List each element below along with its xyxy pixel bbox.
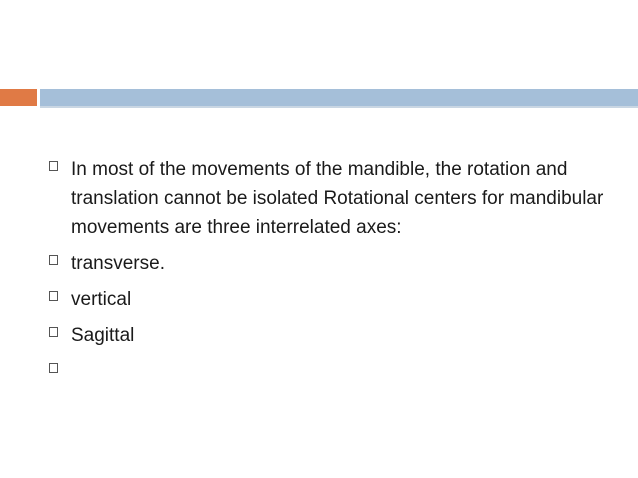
bullet-text: Sagittal (71, 325, 135, 346)
bullet-item (48, 321, 623, 350)
square-bullet-icon (49, 363, 58, 373)
bullet-item (48, 285, 623, 314)
bullet-text: vertical (71, 289, 132, 310)
header-accent-bar (0, 89, 37, 106)
header-bar-shadow (40, 106, 638, 108)
bullet-list (48, 155, 623, 357)
header-title-bar (40, 89, 638, 106)
bullet-text: transverse. (71, 253, 165, 274)
square-bullet-icon (49, 327, 58, 337)
bullet-item (48, 249, 623, 278)
bullet-text: In most of the movements of the mandible, the rotation and translation cannot be isolated Rotational centers for mandibular movements are three interrelated axes: (71, 159, 604, 238)
square-bullet-icon (49, 161, 58, 171)
bullet-item (48, 155, 623, 242)
square-bullet-icon (49, 291, 58, 301)
square-bullet-icon (49, 255, 58, 265)
